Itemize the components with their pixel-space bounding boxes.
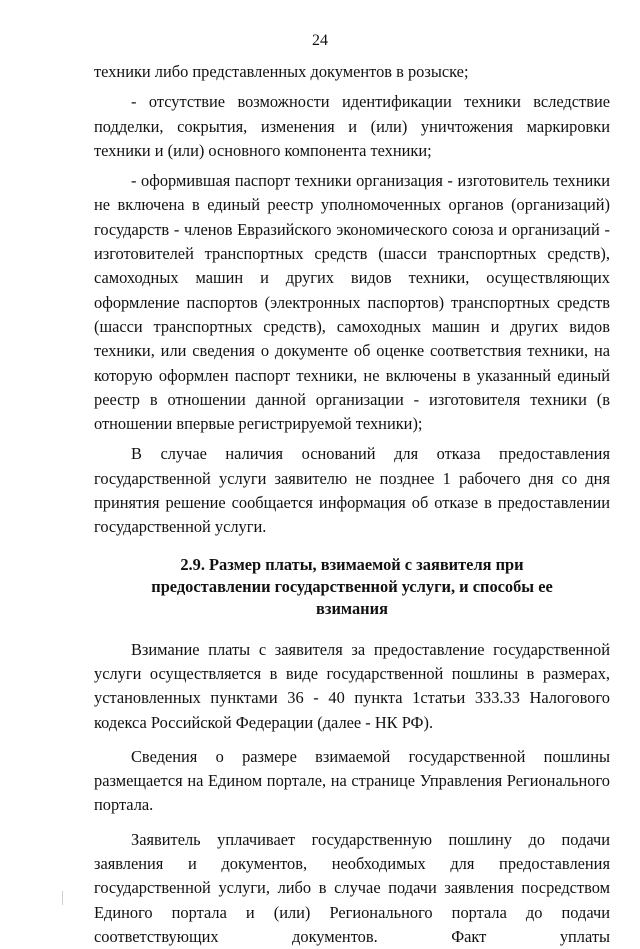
page-number: 24: [312, 32, 328, 49]
paragraph-registry: - оформившая паспорт техники организация - изготовитель техники не включена в единый реестр уполномоченных органов (организаций) государств - членов Евразийского экономического союза и организаций - изготовителей транспортных средств (шасси транспортных средств), самоходных машин и других видов техники, осуществляющих оформление паспортов (электронных паспортов) транспортных средств (шасси транспортных средств), самоходных машин и других видов техники, или сведения о документе об оценке соответствия техники, на которую оформлен паспорт техники, не включены в указанный единый реестр в отношении данной организации - изготовителя техники (в отношении впервые регистрируемой техники);: [94, 171, 610, 434]
paragraph-fee-info: Сведения о размере взимаемой государственной пошлины размещается на Едином портале, на странице Управления Регионального портала.: [94, 746, 610, 815]
scan-mark: [62, 891, 63, 905]
paragraph-continuation: техники либо представленных документов в розыске;: [94, 62, 469, 81]
paragraph-fee: Взимание платы с заявителя за предоставление государственной услуги осуществляется в виде государственной пошлины в размерах, установленных пунктами 36 - 40 пункта 1статьи 333.33 Налогового кодекса Российской Федерации (далее - НК РФ).: [94, 639, 610, 732]
page-content: [94, 60, 610, 949]
section-heading: 2.9. Размер платы, взимаемой с заявителя при предоставлении государственной услуги, и способы ее взимания: [151, 554, 553, 618]
paragraph-identification: - отсутствие возможности идентификации техники вследствие подделки, сокрытия, изменения и (или) уничтожения маркировки техники и (или) основного компонента техники;: [94, 92, 610, 160]
paragraph-refusal-notice: В случае наличия оснований для отказа предоставления государственной услуги заявителю не позднее 1 рабочего дня со дня принятия решение сообщается информация об отказе в предоставлении государственной услуги.: [94, 444, 610, 537]
paragraph-payment: Заявитель уплачивает государственную пошлину до подачи заявления и документов, необходимых для предоставления государственной услуги, либо в случае подачи заявления посредством Единого портала и (или) Регионального портала до подачи соответствующих документов. Факт уплаты: [94, 829, 610, 946]
